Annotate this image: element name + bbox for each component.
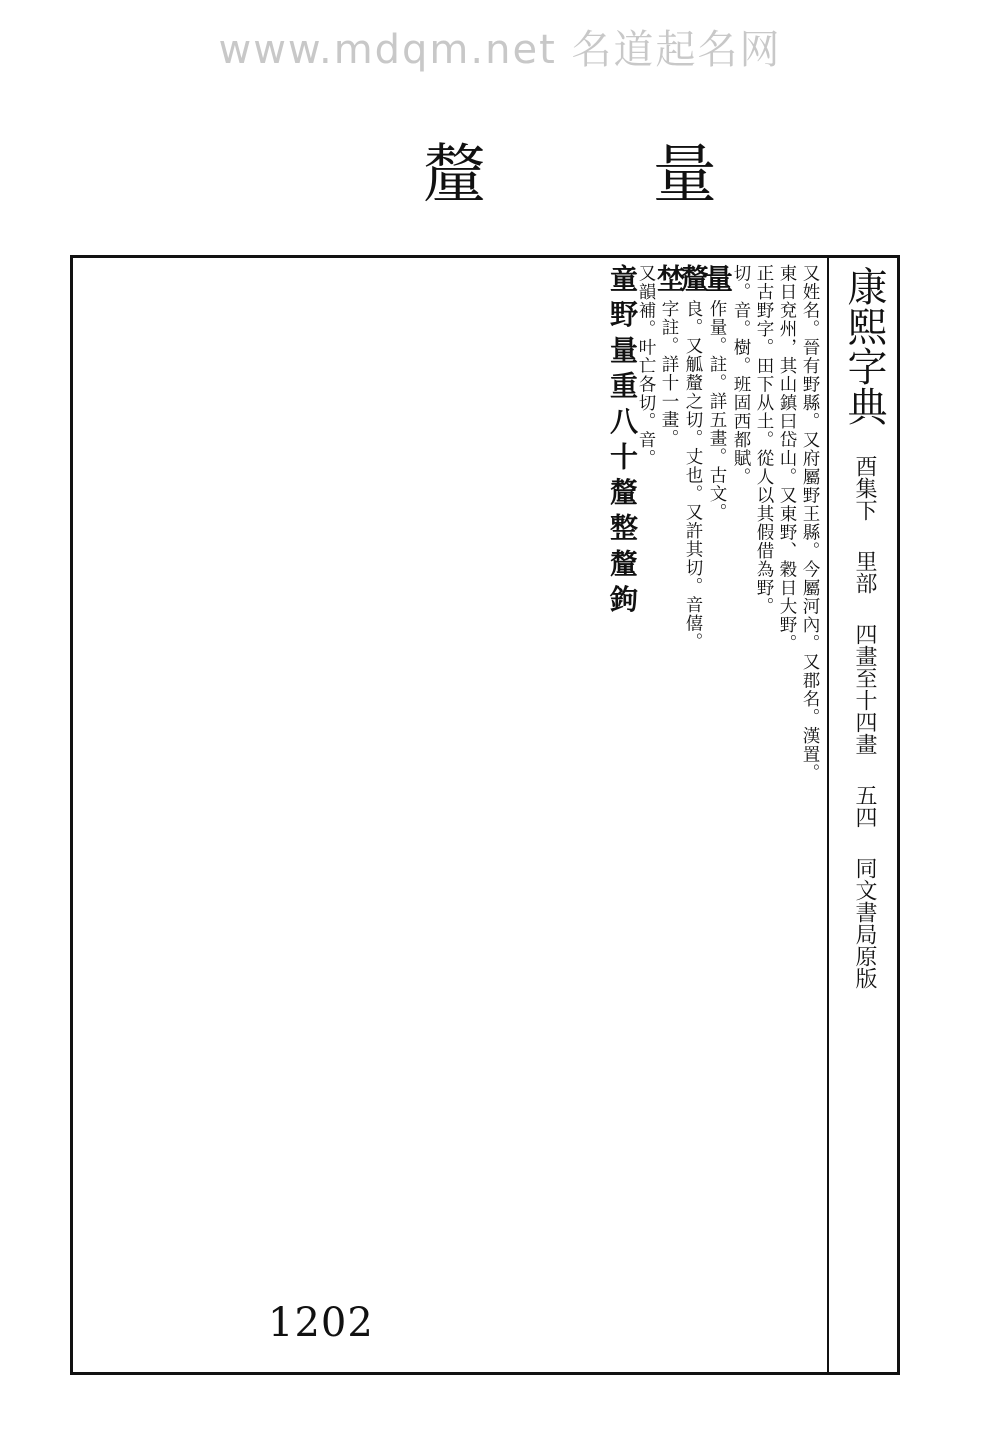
entry-text: 良。又觚釐之切。丈也。又許其切。音僖。	[683, 299, 703, 652]
entry-head-character: 量	[701, 264, 734, 293]
entry	[653, 264, 686, 1366]
entry-text: 東日兗州，其山鎮曰岱山。又東野、穀日大野。	[777, 264, 797, 653]
entry-head-character: 重	[606, 370, 639, 400]
entry-head-character: 童	[606, 264, 639, 293]
page-number: 1202	[268, 1300, 374, 1346]
entry-head-character: 八	[606, 406, 639, 436]
entry-text: 又韻補。叶亡各切。音。	[636, 264, 656, 468]
sheet-number: 五四	[852, 784, 877, 828]
entry-head-character: 整	[606, 513, 639, 543]
entry-head-character: 釐	[677, 264, 710, 293]
entry-text: 作量。註。詳五畫。古文。	[707, 299, 727, 522]
publisher-label: 同文書局原版	[852, 857, 877, 989]
entry-head-character: 鉤	[606, 584, 639, 614]
entry-head-character: 釐	[606, 477, 639, 507]
entry-head-character: 埜	[653, 264, 686, 293]
entry-text: 切。音。樹。班固西都賦。	[731, 264, 751, 486]
entry-head-character: 釐	[606, 548, 639, 578]
entry-heads	[606, 264, 639, 1366]
collection-label: 酉集下	[852, 455, 877, 521]
stroke-range-label: 四畫至十四畫	[852, 623, 877, 755]
entry-head-character: 十	[606, 441, 639, 471]
entry-head-character: 量	[606, 335, 639, 365]
seal-script-glyph-liang: 量	[641, 140, 716, 204]
entry-text: 又姓名。晉有野縣。又府屬野王縣。今屬河內。又郡名。漢置。	[800, 264, 820, 782]
dictionary-body-text	[79, 264, 821, 1366]
entry	[677, 264, 710, 1366]
entry-head-character: 野	[606, 299, 639, 329]
entry	[701, 264, 734, 1366]
entry-text: 正古野字。田下从土。從人以其假借為野。	[754, 264, 774, 616]
seal-script-glyph-li: 釐	[411, 140, 486, 204]
dictionary-title: 康熙字典	[841, 266, 887, 426]
entry-text: 字註。詳十一畫。	[659, 299, 679, 448]
site-watermark: www.mdqm.net 名道起名网	[218, 27, 782, 73]
radical-label: 里部	[852, 550, 877, 594]
page-header-strip	[827, 258, 897, 1372]
dictionary-page-frame	[70, 255, 900, 1375]
